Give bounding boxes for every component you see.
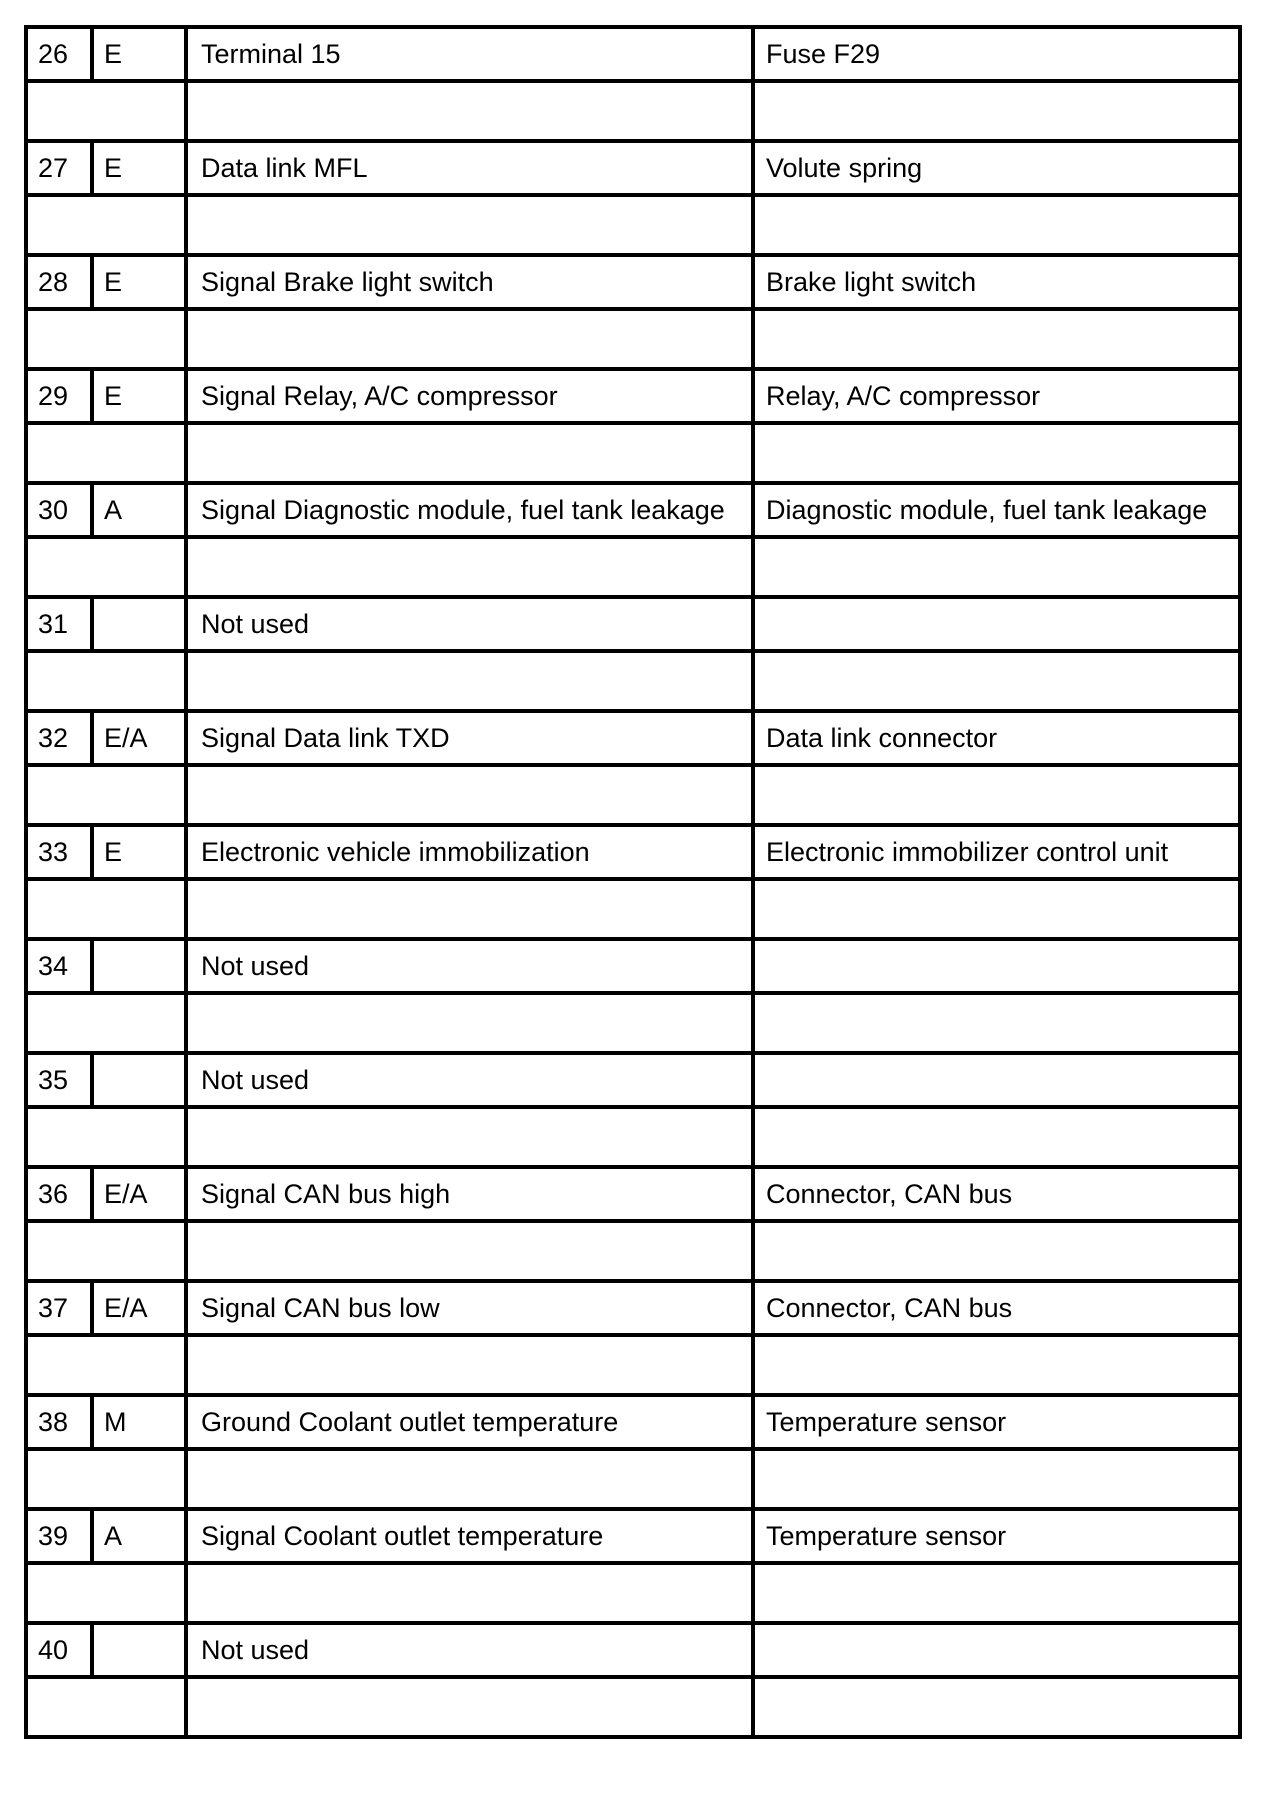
spacer-cell — [26, 81, 186, 141]
component-cell: Data link connector — [753, 711, 1240, 765]
pin-number-cell: 28 — [26, 255, 92, 309]
spacer-cell — [26, 195, 186, 255]
component-cell — [753, 1053, 1240, 1107]
spacer-cell — [186, 879, 753, 939]
spacer-cell — [753, 309, 1240, 369]
description-cell: Ground Coolant outlet temperature — [186, 1395, 753, 1449]
pin-number-cell: 35 — [26, 1053, 92, 1107]
pin-number-cell: 38 — [26, 1395, 92, 1449]
table-row — [26, 711, 1240, 765]
description-cell: Not used — [186, 1053, 753, 1107]
table-row — [26, 141, 1240, 195]
description-cell: Not used — [186, 939, 753, 993]
spacer-cell — [753, 651, 1240, 711]
spacer-cell — [186, 309, 753, 369]
table-row — [26, 1509, 1240, 1563]
description-cell: Data link MFL — [186, 141, 753, 195]
spacer-row — [26, 195, 1240, 255]
signal-type-cell — [92, 1623, 186, 1677]
table-row — [26, 1623, 1240, 1677]
spacer-cell — [186, 651, 753, 711]
spacer-row — [26, 1449, 1240, 1509]
table-row — [26, 483, 1240, 537]
component-cell: Temperature sensor — [753, 1509, 1240, 1563]
signal-type-cell: A — [92, 483, 186, 537]
table-row — [26, 1281, 1240, 1335]
spacer-row — [26, 309, 1240, 369]
spacer-cell — [753, 423, 1240, 483]
spacer-cell — [186, 423, 753, 483]
spacer-row — [26, 993, 1240, 1053]
pin-number-cell: 36 — [26, 1167, 92, 1221]
spacer-cell — [186, 1449, 753, 1509]
pin-number-cell: 37 — [26, 1281, 92, 1335]
component-cell: Temperature sensor — [753, 1395, 1240, 1449]
component-cell: Electronic immobilizer control unit — [753, 825, 1240, 879]
spacer-cell — [26, 309, 186, 369]
table-body — [26, 27, 1240, 1737]
spacer-row — [26, 81, 1240, 141]
spacer-cell — [26, 879, 186, 939]
component-cell — [753, 939, 1240, 993]
pin-number-cell: 34 — [26, 939, 92, 993]
signal-type-cell: E — [92, 369, 186, 423]
spacer-cell — [186, 993, 753, 1053]
spacer-cell — [753, 537, 1240, 597]
pin-number-cell: 30 — [26, 483, 92, 537]
spacer-cell — [186, 1107, 753, 1167]
spacer-cell — [26, 423, 186, 483]
spacer-cell — [753, 1335, 1240, 1395]
signal-type-cell: E/A — [92, 1281, 186, 1335]
spacer-cell — [186, 537, 753, 597]
spacer-cell — [753, 195, 1240, 255]
table-row — [26, 1395, 1240, 1449]
description-cell: Not used — [186, 1623, 753, 1677]
signal-type-cell: A — [92, 1509, 186, 1563]
signal-type-cell — [92, 597, 186, 651]
spacer-cell — [753, 993, 1240, 1053]
component-cell: Fuse F29 — [753, 27, 1240, 81]
table-row — [26, 1167, 1240, 1221]
spacer-cell — [26, 1563, 186, 1623]
component-cell: Brake light switch — [753, 255, 1240, 309]
signal-type-cell: E — [92, 27, 186, 81]
spacer-cell — [186, 1563, 753, 1623]
pin-number-cell: 27 — [26, 141, 92, 195]
component-cell: Diagnostic module, fuel tank leakage — [753, 483, 1240, 537]
component-cell: Connector, CAN bus — [753, 1281, 1240, 1335]
spacer-cell — [753, 765, 1240, 825]
description-cell: Signal Diagnostic module, fuel tank leakage — [186, 483, 753, 537]
component-cell — [753, 1623, 1240, 1677]
description-cell: Signal Data link TXD — [186, 711, 753, 765]
description-cell: Signal CAN bus high — [186, 1167, 753, 1221]
signal-type-cell — [92, 1053, 186, 1107]
spacer-cell — [753, 1563, 1240, 1623]
pin-number-cell: 31 — [26, 597, 92, 651]
pin-number-cell: 40 — [26, 1623, 92, 1677]
description-cell: Electronic vehicle immobilization — [186, 825, 753, 879]
spacer-cell — [26, 1335, 186, 1395]
pin-number-cell: 33 — [26, 825, 92, 879]
table-row — [26, 597, 1240, 651]
spacer-cell — [186, 765, 753, 825]
spacer-cell — [26, 765, 186, 825]
spacer-cell — [753, 1107, 1240, 1167]
spacer-cell — [753, 879, 1240, 939]
spacer-row — [26, 1107, 1240, 1167]
description-cell: Not used — [186, 597, 753, 651]
spacer-cell — [26, 1107, 186, 1167]
component-cell: Connector, CAN bus — [753, 1167, 1240, 1221]
spacer-cell — [186, 1677, 753, 1737]
table-row — [26, 369, 1240, 423]
spacer-cell — [753, 1677, 1240, 1737]
spacer-cell — [26, 1677, 186, 1737]
table-row — [26, 27, 1240, 81]
signal-type-cell: E/A — [92, 711, 186, 765]
table-row — [26, 939, 1240, 993]
table-row — [26, 255, 1240, 309]
spacer-cell — [186, 1221, 753, 1281]
description-cell: Signal Brake light switch — [186, 255, 753, 309]
spacer-row — [26, 879, 1240, 939]
signal-type-cell: E — [92, 255, 186, 309]
spacer-row — [26, 765, 1240, 825]
table-row — [26, 825, 1240, 879]
spacer-cell — [753, 81, 1240, 141]
pin-number-cell: 29 — [26, 369, 92, 423]
spacer-row — [26, 1335, 1240, 1395]
spacer-cell — [26, 1449, 186, 1509]
signal-type-cell: E — [92, 141, 186, 195]
spacer-cell — [753, 1449, 1240, 1509]
spacer-row — [26, 1677, 1240, 1737]
component-cell: Relay, A/C compressor — [753, 369, 1240, 423]
component-cell: Volute spring — [753, 141, 1240, 195]
pin-number-cell: 26 — [26, 27, 92, 81]
spacer-cell — [753, 1221, 1240, 1281]
table-row — [26, 1053, 1240, 1107]
pin-assignment-table — [24, 25, 1242, 1739]
spacer-row — [26, 1221, 1240, 1281]
description-cell: Terminal 15 — [186, 27, 753, 81]
signal-type-cell: E/A — [92, 1167, 186, 1221]
spacer-row — [26, 423, 1240, 483]
spacer-cell — [186, 195, 753, 255]
description-cell: Signal CAN bus low — [186, 1281, 753, 1335]
spacer-row — [26, 537, 1240, 597]
description-cell: Signal Relay, A/C compressor — [186, 369, 753, 423]
signal-type-cell: M — [92, 1395, 186, 1449]
spacer-cell — [186, 1335, 753, 1395]
pin-number-cell: 32 — [26, 711, 92, 765]
spacer-cell — [186, 81, 753, 141]
signal-type-cell — [92, 939, 186, 993]
spacer-row — [26, 1563, 1240, 1623]
pin-number-cell: 39 — [26, 1509, 92, 1563]
signal-type-cell: E — [92, 825, 186, 879]
spacer-cell — [26, 537, 186, 597]
component-cell — [753, 597, 1240, 651]
spacer-cell — [26, 1221, 186, 1281]
spacer-cell — [26, 651, 186, 711]
spacer-cell — [26, 993, 186, 1053]
description-cell: Signal Coolant outlet temperature — [186, 1509, 753, 1563]
spacer-row — [26, 651, 1240, 711]
